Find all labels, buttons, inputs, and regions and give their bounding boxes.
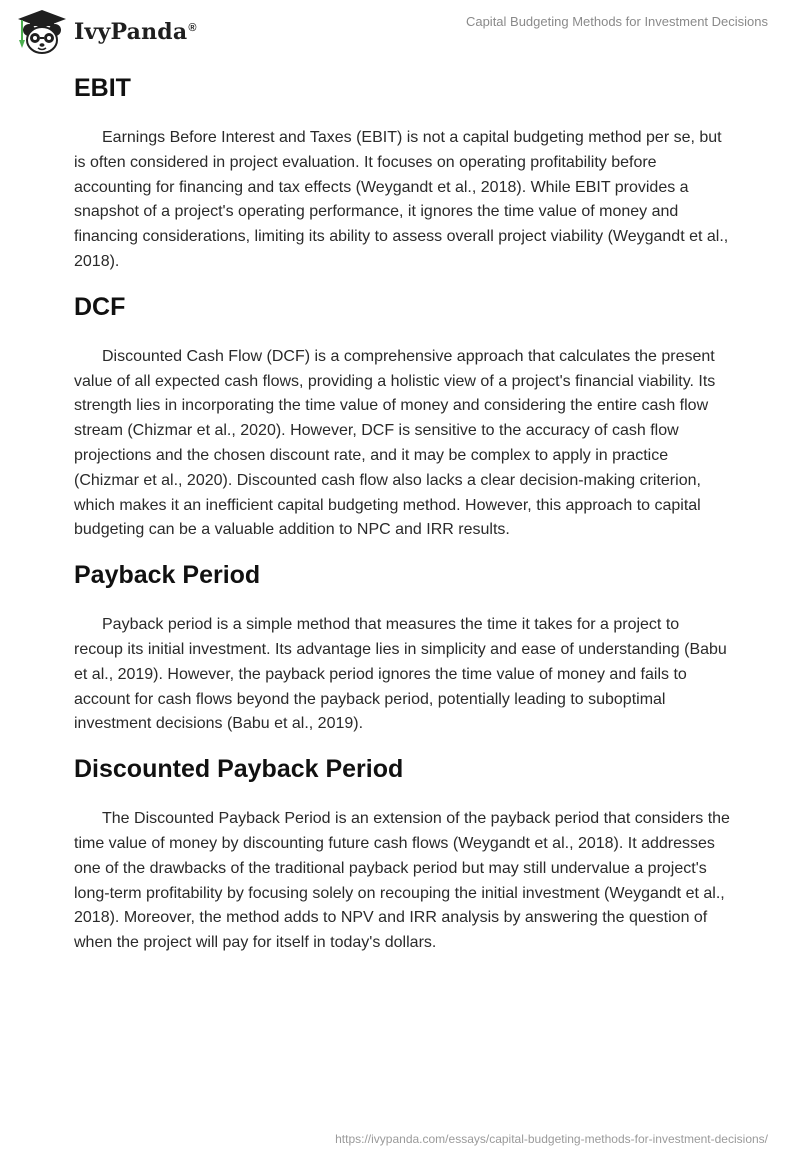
section-heading: Discounted Payback Period	[74, 755, 404, 784]
panda-graduate-icon	[14, 8, 70, 56]
section-paragraph: The Discounted Payback Period is an extension of the payback period that considers the time value of money by discounting future cash flows (Weygandt et al., 2018). It addresses one of the drawbacks of the traditional payback period but may still undervalue a project's long-term profitability by focusing solely on recouping the initial investment (Weygandt et al., 2018). Moreover, the method adds to NPV and IRR analysis by answering the question of when the project will pay for itself in today's dollars.	[74, 810, 730, 952]
logo-wordmark	[74, 19, 197, 45]
document-title: Capital Budgeting Methods for Investment Decisions	[465, 14, 768, 29]
essay-content	[74, 70, 730, 970]
section-paragraph: Payback period is a simple method that measures the time it takes for a project to recoup its initial investment. Its advantage lies in simplicity and ease of understanding (Babu et al., 2019). However, the payback period ignores the time value of money and fails to account for cash flows beyond the payback period, potentially leading to suboptimal investment decisions (Babu et al., 2019).	[74, 616, 727, 733]
page-header	[0, 0, 800, 60]
section-heading: Payback Period	[74, 561, 261, 590]
registered-mark: ®	[188, 21, 197, 34]
section-heading: EBIT	[74, 74, 131, 102]
section-discounted-payback-period	[74, 751, 730, 956]
section-ebit	[74, 70, 730, 275]
source-url[interactable]: https://ivypanda.com/essays/capital-budgeting-methods-for-investment-decisions/	[335, 1132, 768, 1146]
logo-name: IvyPanda	[74, 19, 188, 45]
section-heading: DCF	[74, 292, 126, 321]
section-paragraph: Discounted Cash Flow (DCF) is a comprehensive approach that calculates the present value of all expected cash flows, providing a holistic view of a project's financial viability. Its strength lies in incorporating the time value of money and considering the entire cash flow stream (Chizmar et al., 2020). However, DCF is sensitive to the accuracy of cash flow projections and the chosen discount rate, and it may be complex to apply in practice (Chizmar et al., 2020). Discounted cash flow also lacks a clear decision-making criterion, which makes it an inefficient capital budgeting method. However, this approach to capital budgeting can be a valuable addition to NPC and IRR results.	[74, 347, 716, 539]
section-payback-period	[74, 557, 730, 737]
section-dcf	[74, 289, 730, 543]
section-paragraph: Earnings Before Interest and Taxes (EBIT) is not a capital budgeting method per se, but is often considered in project evaluation. It focuses on operating profitability before accounting for financing and tax effects (Weygandt et al., 2018). While EBIT provides a snapshot of a project's operating performance, it ignores the time value of money and financing considerations, limiting its ability to assess overall project viability (Weygandt et al., 2018).	[74, 129, 729, 270]
ivypanda-logo[interactable]	[14, 8, 197, 56]
